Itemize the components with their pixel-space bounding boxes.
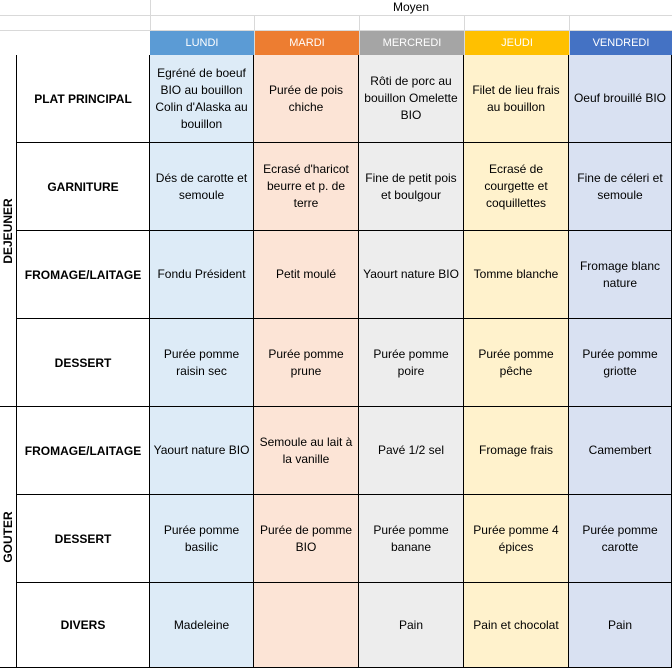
sheet-gridline [0, 15, 672, 16]
day-header-mardi: MARDI [255, 31, 359, 55]
menu-cell-jeudi: Purée pomme pêche [464, 319, 569, 407]
menu-cell-mardi: Purée de pois chiche [254, 55, 359, 143]
row-label: DESSERT [16, 319, 150, 407]
menu-cell-lundi: Fondu Président [150, 231, 254, 319]
menu-cell-lundi: Egréné de boeuf BIO au bouillon Colin d'Alaska au bouillon [150, 55, 254, 143]
group-label-gouter [0, 407, 16, 668]
row-label: GARNITURE [16, 143, 150, 231]
menu-cell-mardi: Ecrasé d'haricot beurre et p. de terre [254, 143, 359, 231]
menu-cell-vendredi: Camembert [569, 407, 672, 495]
moyen-header: Moyen [392, 0, 430, 14]
group-label-text: DEJEUNER [1, 197, 15, 264]
menu-cell-lundi: Madeleine [150, 583, 254, 668]
menu-cell-mercredi: Purée pomme banane [359, 495, 464, 583]
menu-cell-jeudi: Filet de lieu frais au bouillon [464, 55, 569, 143]
menu-cell-mercredi: Rôti de porc au bouillon Omelette BIO [359, 55, 464, 143]
menu-cell-mercredi: Pavé 1/2 sel [359, 407, 464, 495]
menu-cell-mardi [254, 583, 359, 668]
menu-cell-jeudi: Fromage frais [464, 407, 569, 495]
menu-cell-lundi: Yaourt nature BIO [150, 407, 254, 495]
menu-cell-jeudi: Ecrasé de courgette et coquillettes [464, 143, 569, 231]
day-header-jeudi: JEUDI [465, 31, 569, 55]
menu-cell-jeudi: Purée pomme 4 épices [464, 495, 569, 583]
group-label-dejeuner [0, 55, 16, 407]
menu-cell-jeudi: Tomme blanche [464, 231, 569, 319]
row-label: PLAT PRINCIPAL [16, 55, 150, 143]
row-label: FROMAGE/LAITAGE [16, 231, 150, 319]
row-label: DIVERS [16, 583, 150, 668]
menu-cell-mercredi: Purée pomme poire [359, 319, 464, 407]
menu-cell-lundi: Dés de carotte et semoule [150, 143, 254, 231]
menu-cell-mercredi: Pain [359, 583, 464, 668]
day-header-lundi: LUNDI [150, 31, 254, 55]
row-label: DESSERT [16, 495, 150, 583]
menu-cell-vendredi: Pain [569, 583, 672, 668]
menu-cell-vendredi: Fromage blanc nature [569, 231, 672, 319]
row-label: FROMAGE/LAITAGE [16, 407, 150, 495]
menu-cell-lundi: Purée pomme basilic [150, 495, 254, 583]
menu-cell-mardi: Petit moulé [254, 231, 359, 319]
menu-cell-vendredi: Fine de céleri et semoule [569, 143, 672, 231]
menu-cell-lundi: Purée pomme raisin sec [150, 319, 254, 407]
menu-cell-jeudi: Pain et chocolat [464, 583, 569, 668]
menu-cell-mercredi: Yaourt nature BIO [359, 231, 464, 319]
menu-cell-mardi: Purée pomme prune [254, 319, 359, 407]
menu-cell-mardi: Semoule au lait à la vanille [254, 407, 359, 495]
day-header-mercredi: MERCREDI [360, 31, 464, 55]
day-header-vendredi: VENDREDI [570, 31, 672, 55]
menu-cell-vendredi: Purée pomme griotte [569, 319, 672, 407]
group-label-text: GOUTER [1, 511, 15, 563]
menu-cell-vendredi: Purée pomme carotte [569, 495, 672, 583]
menu-cell-mercredi: Fine de petit pois et boulgour [359, 143, 464, 231]
menu-cell-mardi: Purée de pomme BIO [254, 495, 359, 583]
menu-cell-vendredi: Oeuf brouillé BIO [569, 55, 672, 143]
